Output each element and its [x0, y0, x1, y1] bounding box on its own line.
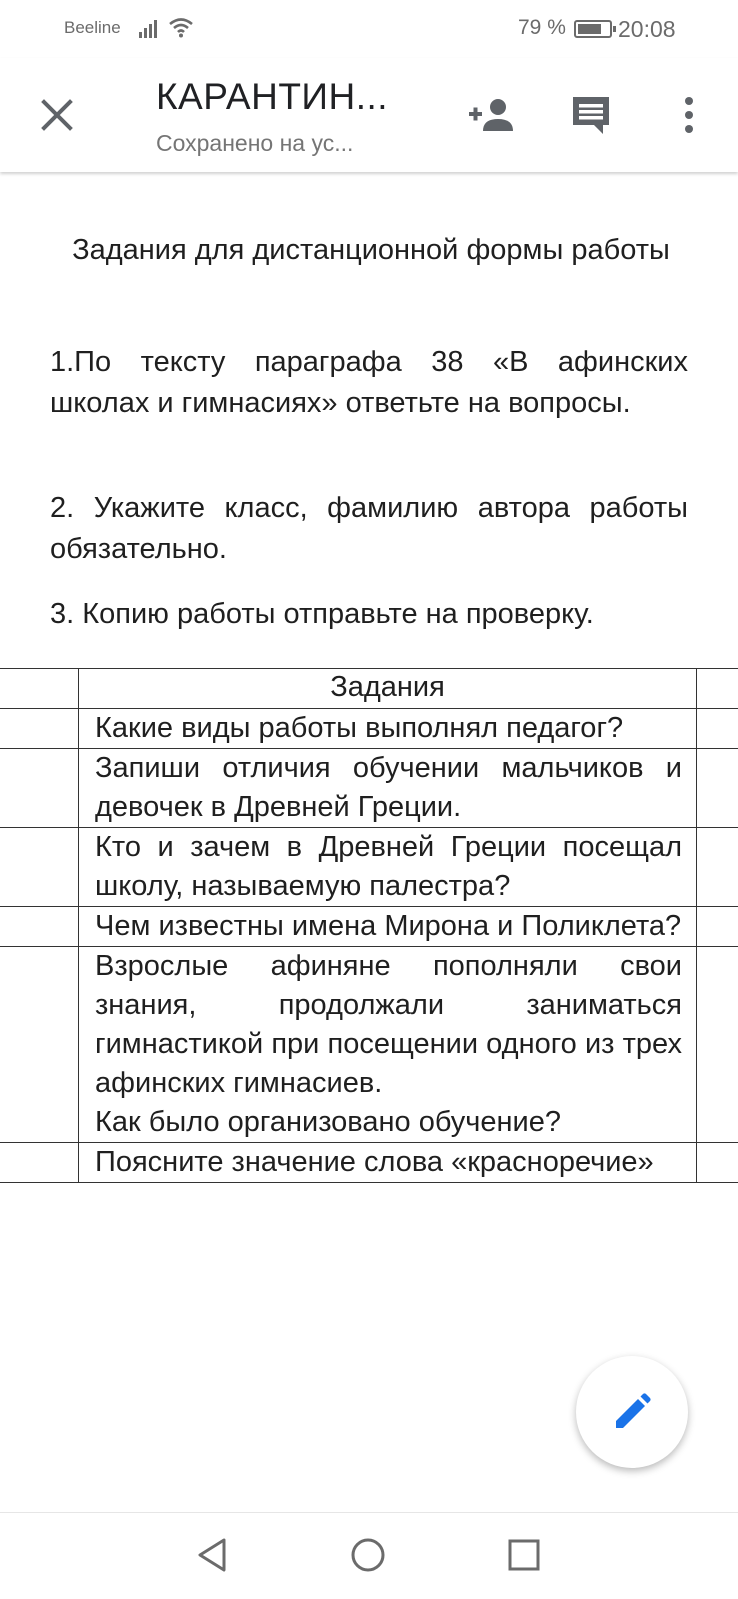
paragraph-1: 1.По тексту параграфа 38 «В афинских школах и гимнасиях» ответьте на вопросы.	[50, 346, 688, 419]
close-icon	[40, 98, 74, 132]
more-vert-icon	[683, 97, 695, 133]
comment-button[interactable]	[564, 88, 618, 142]
row-number	[0, 907, 79, 947]
wifi-icon	[168, 16, 194, 38]
paragraph-2: 2. Укажите класс, фамилию автора работы обязательно.	[50, 492, 688, 565]
edit-fab-button[interactable]	[576, 1356, 688, 1468]
row-answer	[697, 749, 738, 828]
table-header-num	[0, 669, 79, 709]
row-task: Запиши отличия обучении мальчиков и девочек в Древней Греции.	[79, 749, 697, 828]
document-heading: Задания для дистанционной формы работы	[72, 234, 670, 266]
row-task: Какие виды работы выполнял педагог?	[79, 709, 697, 749]
nav-home-button[interactable]	[346, 1533, 390, 1577]
system-nav-bar	[0, 1512, 738, 1599]
share-button[interactable]	[466, 88, 520, 142]
more-options-button[interactable]	[662, 88, 716, 142]
row-task: Кто и зачем в Древней Греции посещал школу, называемую палестра?	[79, 828, 697, 907]
row-task	[79, 947, 697, 1143]
carrier-label: Beeline	[64, 18, 121, 37]
row-task: Поясните значение слова «красноречие»	[79, 1143, 697, 1183]
nav-back-button[interactable]	[190, 1533, 234, 1577]
tasks-table	[0, 668, 738, 1183]
home-circle-icon	[350, 1537, 386, 1573]
back-triangle-icon	[196, 1537, 228, 1573]
row-answer	[697, 709, 738, 749]
add-person-icon	[469, 97, 517, 133]
document-page[interactable]	[0, 172, 738, 1512]
table-row	[0, 1143, 738, 1183]
table-row	[0, 828, 738, 907]
table-header-answer	[697, 669, 738, 709]
row-number	[0, 709, 79, 749]
table-header-tasks: Задания	[79, 669, 697, 709]
table-header-row	[0, 669, 738, 709]
row-number	[0, 828, 79, 907]
save-status: Сохранено на ус...	[156, 130, 354, 156]
status-clock: 20:08	[618, 16, 676, 42]
signal-icon	[138, 18, 162, 38]
battery-icon	[574, 20, 612, 38]
nav-recent-button[interactable]	[502, 1533, 546, 1577]
table-row	[0, 749, 738, 828]
app-toolbar	[0, 58, 738, 172]
recent-square-icon	[507, 1538, 541, 1572]
row-task-text: Взрослые афиняне пополняли свои знания, продолжали заниматься гимнастикой при посещении одного из трех афинских гимнасиев.	[95, 950, 682, 1099]
table-row	[0, 907, 738, 947]
battery-fill	[578, 24, 601, 34]
status-bar	[0, 0, 738, 58]
table-row	[0, 709, 738, 749]
close-button[interactable]	[30, 88, 84, 142]
row-number	[0, 749, 79, 828]
table-row	[0, 947, 738, 1143]
document-title: КАРАНТИН...	[156, 76, 389, 117]
row-number	[0, 947, 79, 1143]
comment-icon	[570, 94, 612, 136]
row-number	[0, 1143, 79, 1183]
row-task: Чем известны имена Мирона и Поликлета?	[79, 907, 697, 947]
row-answer	[697, 828, 738, 907]
paragraph-3: 3. Копию работы отправьте на проверку.	[50, 598, 594, 630]
row-answer	[697, 947, 738, 1143]
row-task-extra: Как было организовано обучение?	[95, 1106, 562, 1138]
battery-percent: 79 %	[518, 16, 566, 39]
row-answer	[697, 907, 738, 947]
row-answer	[697, 1143, 738, 1183]
battery-nub	[613, 26, 616, 32]
pencil-icon	[612, 1392, 652, 1432]
